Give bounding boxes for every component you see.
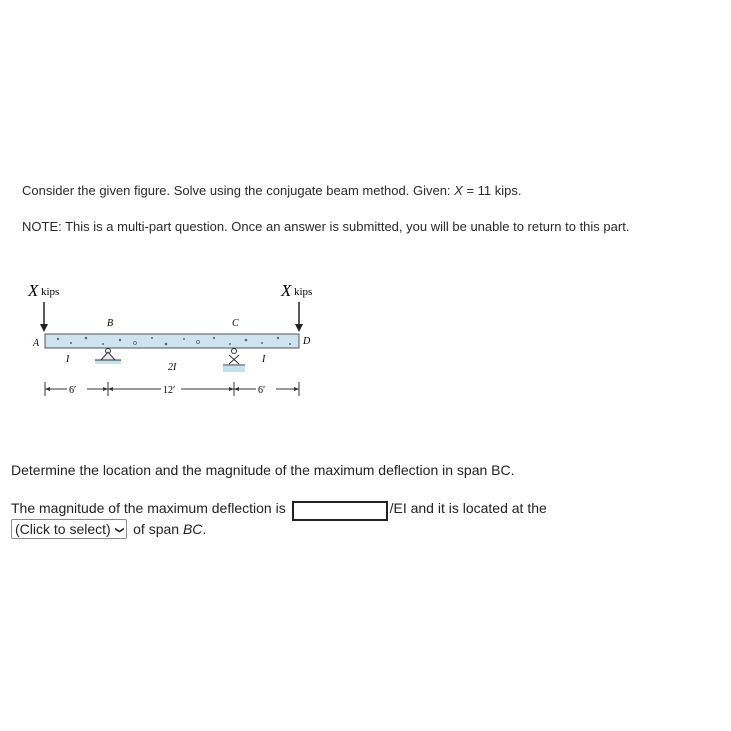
span-prefix: of span bbox=[133, 521, 183, 537]
dimension-mid: 12′ bbox=[163, 385, 176, 396]
inertia-label-right: I bbox=[262, 354, 266, 365]
note-text: NOTE: This is a multi-part question. Once an answer is submitted, you will be unable to return to this part. bbox=[22, 219, 630, 234]
chevron-down-icon: ❯ bbox=[114, 526, 125, 534]
point-b-label: B bbox=[107, 318, 114, 329]
answer-prefix: The magnitude of the maximum deflection is bbox=[11, 500, 286, 516]
location-select[interactable] bbox=[11, 519, 127, 539]
load-arrow-left-icon bbox=[40, 302, 48, 332]
roller-support-icon bbox=[223, 349, 245, 373]
load-label-var-right: X bbox=[281, 281, 292, 300]
load-label-unit-right: kips bbox=[294, 286, 313, 298]
question-title: Determine the location and the magnitude of the maximum deflection in span BC. bbox=[11, 462, 515, 478]
point-c-label: C bbox=[232, 318, 239, 329]
question-location-line bbox=[11, 519, 206, 539]
point-d-label: D bbox=[303, 336, 311, 347]
point-a-label: A bbox=[33, 338, 40, 349]
load-arrow-right-icon bbox=[295, 302, 303, 332]
pin-support-icon bbox=[95, 349, 121, 365]
location-select-label: (Click to select) bbox=[15, 521, 111, 537]
dimension-left: 6′ bbox=[69, 385, 77, 396]
intro-variable: X bbox=[454, 183, 463, 198]
problem-statement bbox=[22, 182, 712, 199]
span-end: . bbox=[202, 521, 207, 537]
answer-suffix: /EI and it is located at the bbox=[389, 500, 547, 516]
load-label-var-left: X bbox=[28, 281, 39, 300]
concrete-beam bbox=[45, 334, 299, 348]
dimension-right: 6′ bbox=[258, 385, 266, 396]
span-name: BC bbox=[182, 521, 203, 537]
deflection-answer-input[interactable] bbox=[292, 501, 388, 521]
intro-prefix: Consider the given figure. Solve using the conjugate beam method. Given: bbox=[22, 183, 455, 198]
inertia-label-mid: 2I bbox=[168, 362, 177, 373]
load-label-unit-left: kips bbox=[41, 286, 60, 298]
beam-figure bbox=[24, 278, 334, 408]
question-answer-line bbox=[11, 499, 721, 521]
inertia-label-left: I bbox=[66, 354, 70, 365]
intro-suffix: = 11 kips. bbox=[462, 183, 522, 198]
